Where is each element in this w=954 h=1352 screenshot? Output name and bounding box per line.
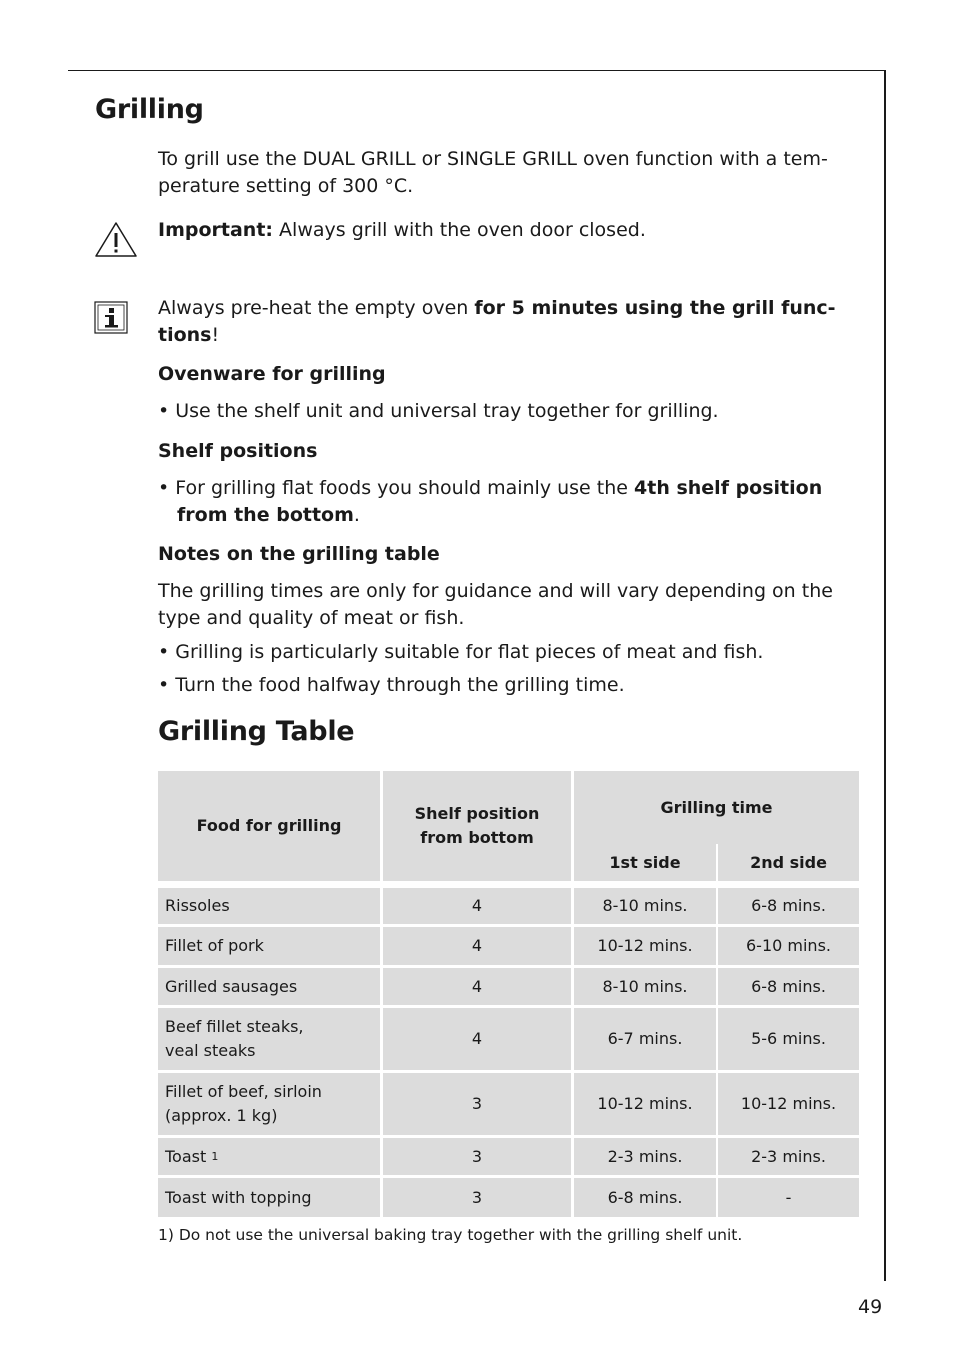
table-row-side-2: 2-3 mins. [718, 1138, 859, 1175]
shelf-title: Shelf positions [158, 440, 318, 462]
table-row-food: Toast with topping [158, 1178, 380, 1217]
header-time: Grilling time [574, 771, 859, 844]
header-food: Food for grilling [158, 771, 380, 881]
top-rule [68, 70, 885, 71]
footnote: 1) Do not use the universal baking tray together with the grilling shelf unit. [158, 1226, 743, 1244]
warning-triangle-icon [94, 221, 138, 259]
right-rule [884, 70, 886, 1281]
table-row-shelf: 4 [383, 968, 571, 1005]
table-row-food: Beef fillet steaks, veal steaks [158, 1008, 380, 1070]
table-row-side-2: 5-6 mins. [718, 1008, 859, 1070]
table-row-food: Grilled sausages [158, 968, 380, 1005]
table-row-side-2: 10-12 mins. [718, 1073, 859, 1135]
table-row-side-2: - [718, 1178, 859, 1217]
ovenware-title: Ovenware for grilling [158, 363, 386, 385]
header-side-2: 2nd side [718, 844, 859, 881]
table-row-food: Rissoles [158, 888, 380, 924]
table-row-shelf: 3 [383, 1178, 571, 1217]
page-number: 49 [858, 1296, 883, 1318]
preheat-note: Always pre-heat the empty oven for 5 minutes using the grill func- tions! [158, 297, 836, 346]
table-row-side-2: 6-10 mins. [718, 927, 859, 965]
info-icon [94, 301, 128, 334]
important-note: Important: Always grill with the oven door closed. [158, 219, 646, 241]
table-row-side-2: 6-8 mins. [718, 888, 859, 924]
table-row-food: Fillet of pork [158, 927, 380, 965]
table-row-food: Fillet of beef, sirloin (approx. 1 kg) [158, 1073, 380, 1135]
table-row-side-1: 6-8 mins. [574, 1178, 716, 1217]
notes-bullet-1: • Grilling is particularly suitable for flat pieces of meat and fish. [158, 641, 764, 663]
table-row-side-1: 8-10 mins. [574, 968, 716, 1005]
shelf-bullet: • For grilling flat foods you should mainly use the 4th shelf position from the bottom. [158, 477, 823, 526]
header-side-1: 1st side [574, 844, 716, 881]
table-row-shelf: 3 [383, 1073, 571, 1135]
header-shelf: Shelf position from bottom [383, 771, 571, 881]
table-row-side-1: 10-12 mins. [574, 927, 716, 965]
notes-title: Notes on the grilling table [158, 543, 440, 565]
table-row-side-1: 8-10 mins. [574, 888, 716, 924]
table-row-food: Toast 1 [158, 1138, 380, 1175]
table-row-shelf: 4 [383, 1008, 571, 1070]
notes-text: The grilling times are only for guidance and will vary depending on the type and quality of meat or fish. [158, 580, 833, 629]
table-row-side-1: 6-7 mins. [574, 1008, 716, 1070]
page-heading: Grilling [95, 94, 204, 125]
table-row-shelf: 4 [383, 888, 571, 924]
table-title: Grilling Table [158, 716, 355, 747]
notes-bullet-2: • Turn the food halfway through the grilling time. [158, 674, 625, 696]
intro-text: To grill use the DUAL GRILL or SINGLE GRILL oven function with a tem- perature setting of 300 °C. [158, 148, 828, 197]
table-row-side-1: 10-12 mins. [574, 1073, 716, 1135]
ovenware-bullet: • Use the shelf unit and universal tray together for grilling. [158, 400, 719, 422]
table-row-side-1: 2-3 mins. [574, 1138, 716, 1175]
table-row-shelf: 3 [383, 1138, 571, 1175]
table-row-side-2: 6-8 mins. [718, 968, 859, 1005]
table-row-shelf: 4 [383, 927, 571, 965]
